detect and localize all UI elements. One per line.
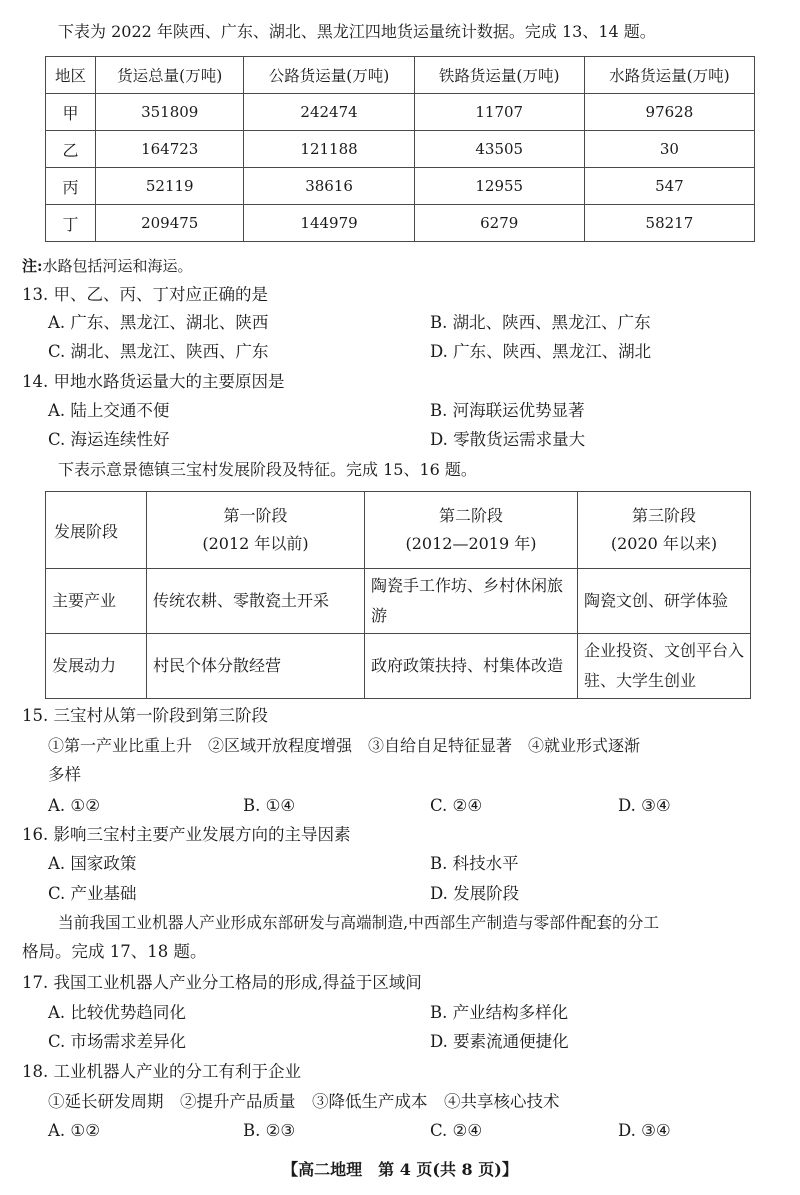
table-cell: 38616 (244, 168, 414, 205)
q15-option-d: D. ③④ (618, 796, 671, 815)
q13-option-c: C. 湖北、黑龙江、陕西、广东 (48, 342, 269, 361)
q15-option-b: B. ①④ (243, 796, 296, 815)
stage-name: 第三阶段 (631, 506, 696, 525)
table-cell: 164723 (96, 131, 244, 168)
header-cell: 发展阶段 (46, 492, 147, 569)
q14-option-d: D. 零散货运需求量大 (430, 430, 586, 449)
table-row (46, 131, 755, 168)
table-cell: 丁 (46, 205, 96, 242)
page-footer: 【高二地理 第 4 页(共 8 页)】 (282, 1160, 518, 1179)
note-label: 注: (22, 257, 43, 275)
header-cell: 地区 (46, 57, 96, 94)
table-note (22, 256, 193, 276)
table-cell: 242474 (244, 94, 414, 131)
table-cell: 121188 (244, 131, 414, 168)
stage-header-2 (365, 492, 578, 569)
table-cell: 547 (584, 168, 754, 205)
q17-option-b: B. 产业结构多样化 (430, 1003, 569, 1022)
q15-stem: 15. 三宝村从第一阶段到第三阶段 (22, 706, 268, 725)
table-row (46, 634, 751, 699)
table-cell: 6279 (414, 205, 584, 242)
table-header-row (46, 57, 755, 94)
table-cell: 陶瓷手工作坊、乡村休闲旅游 (365, 569, 578, 634)
q15-statements: ①第一产业比重上升 ②区域开放程度增强 ③自给自足特征显著 ④就业形式逐渐 (48, 736, 641, 755)
table-cell: 351809 (96, 94, 244, 131)
table-cell: 52119 (96, 168, 244, 205)
table-row (46, 205, 755, 242)
freight-table (45, 56, 755, 242)
stage-name: 第二阶段 (438, 506, 503, 525)
table-cell: 144979 (244, 205, 414, 242)
q18-option-a: A. ①② (48, 1121, 100, 1140)
q14-option-a: A. 陆上交通不便 (48, 401, 170, 420)
table-cell: 村民个体分散经营 (147, 634, 365, 699)
intro-q13-14: 下表为 2022 年陕西、广东、湖北、黑龙江四地货运量统计数据。完成 13、14 题。 (58, 22, 656, 41)
q13-stem: 13. 甲、乙、丙、丁对应正确的是 (22, 285, 268, 304)
stage-header-1 (147, 492, 365, 569)
note-text: 水路包括河运和海运。 (42, 257, 193, 275)
table-header-row (46, 492, 751, 569)
table-cell: 209475 (96, 205, 244, 242)
q17-option-a: A. 比较优势趋同化 (48, 1003, 186, 1022)
q17-option-c: C. 市场需求差异化 (48, 1032, 187, 1051)
table-row (46, 569, 751, 634)
q17-option-d: D. 要素流通便捷化 (430, 1032, 569, 1051)
table-cell: 12955 (414, 168, 584, 205)
header-cell: 货运总量(万吨) (96, 57, 244, 94)
q16-option-b: B. 科技水平 (430, 854, 519, 873)
q18-option-b: B. ②③ (243, 1121, 296, 1140)
stage-period: (2012—2019 年) (405, 534, 537, 553)
row-label: 发展动力 (46, 634, 147, 699)
table-row (46, 168, 755, 205)
q18-option-c: C. ②④ (430, 1121, 483, 1140)
table-cell: 丙 (46, 168, 96, 205)
q18-option-d: D. ③④ (618, 1121, 671, 1140)
table-cell: 陶瓷文创、研学体验 (578, 569, 751, 634)
stage-name: 第一阶段 (223, 506, 288, 525)
row-label: 主要产业 (46, 569, 147, 634)
q14-stem: 14. 甲地水路货运量大的主要原因是 (22, 372, 285, 391)
stage-period: (2020 年以来) (610, 534, 718, 553)
q13-option-d: D. 广东、陕西、黑龙江、湖北 (430, 342, 652, 361)
table-cell: 11707 (414, 94, 584, 131)
table-cell: 97628 (584, 94, 754, 131)
table-cell: 30 (584, 131, 754, 168)
q16-stem: 16. 影响三宝村主要产业发展方向的主导因素 (22, 825, 351, 844)
q18-statements: ①延长研发周期 ②提升产品质量 ③降低生产成本 ④共享核心技术 (48, 1092, 560, 1111)
table-cell: 58217 (584, 205, 754, 242)
table-cell: 乙 (46, 131, 96, 168)
table-cell: 甲 (46, 94, 96, 131)
q16-option-c: C. 产业基础 (48, 884, 137, 903)
table-cell: 企业投资、文创平台入驻、大学生创业 (578, 634, 751, 699)
header-cell: 铁路货运量(万吨) (414, 57, 584, 94)
stage-header-3 (578, 492, 751, 569)
q14-option-c: C. 海运连续性好 (48, 430, 170, 449)
table-row (46, 94, 755, 131)
intro-q17-18-line1: 当前我国工业机器人产业形成东部研发与高端制造,中西部生产制造与零部件配套的分工 (58, 913, 660, 932)
q16-option-a: A. 国家政策 (48, 854, 137, 873)
q15-option-a: A. ①② (48, 796, 100, 815)
header-cell: 水路货运量(万吨) (584, 57, 754, 94)
q16-option-d: D. 发展阶段 (430, 884, 520, 903)
table-cell: 政府政策扶持、村集体改造 (365, 634, 578, 699)
q14-option-b: B. 河海联运优势显著 (430, 401, 585, 420)
q13-option-a: A. 广东、黑龙江、湖北、陕西 (48, 313, 269, 332)
stage-period: (2012 年以前) (202, 534, 309, 553)
table-cell: 43505 (414, 131, 584, 168)
intro-q15-16: 下表示意景德镇三宝村发展阶段及特征。完成 15、16 题。 (58, 460, 477, 479)
intro-q17-18-line2: 格局。完成 17、18 题。 (22, 942, 207, 961)
q15-option-c: C. ②④ (430, 796, 483, 815)
q17-stem: 17. 我国工业机器人产业分工格局的形成,得益于区域间 (22, 973, 422, 992)
q18-stem: 18. 工业机器人产业的分工有利于企业 (22, 1062, 301, 1081)
q13-option-b: B. 湖北、陕西、黑龙江、广东 (430, 313, 651, 332)
q15-statements-cont: 多样 (48, 765, 81, 784)
stages-table (45, 491, 751, 699)
header-cell: 公路货运量(万吨) (244, 57, 414, 94)
table-cell: 传统农耕、零散瓷土开采 (147, 569, 365, 634)
